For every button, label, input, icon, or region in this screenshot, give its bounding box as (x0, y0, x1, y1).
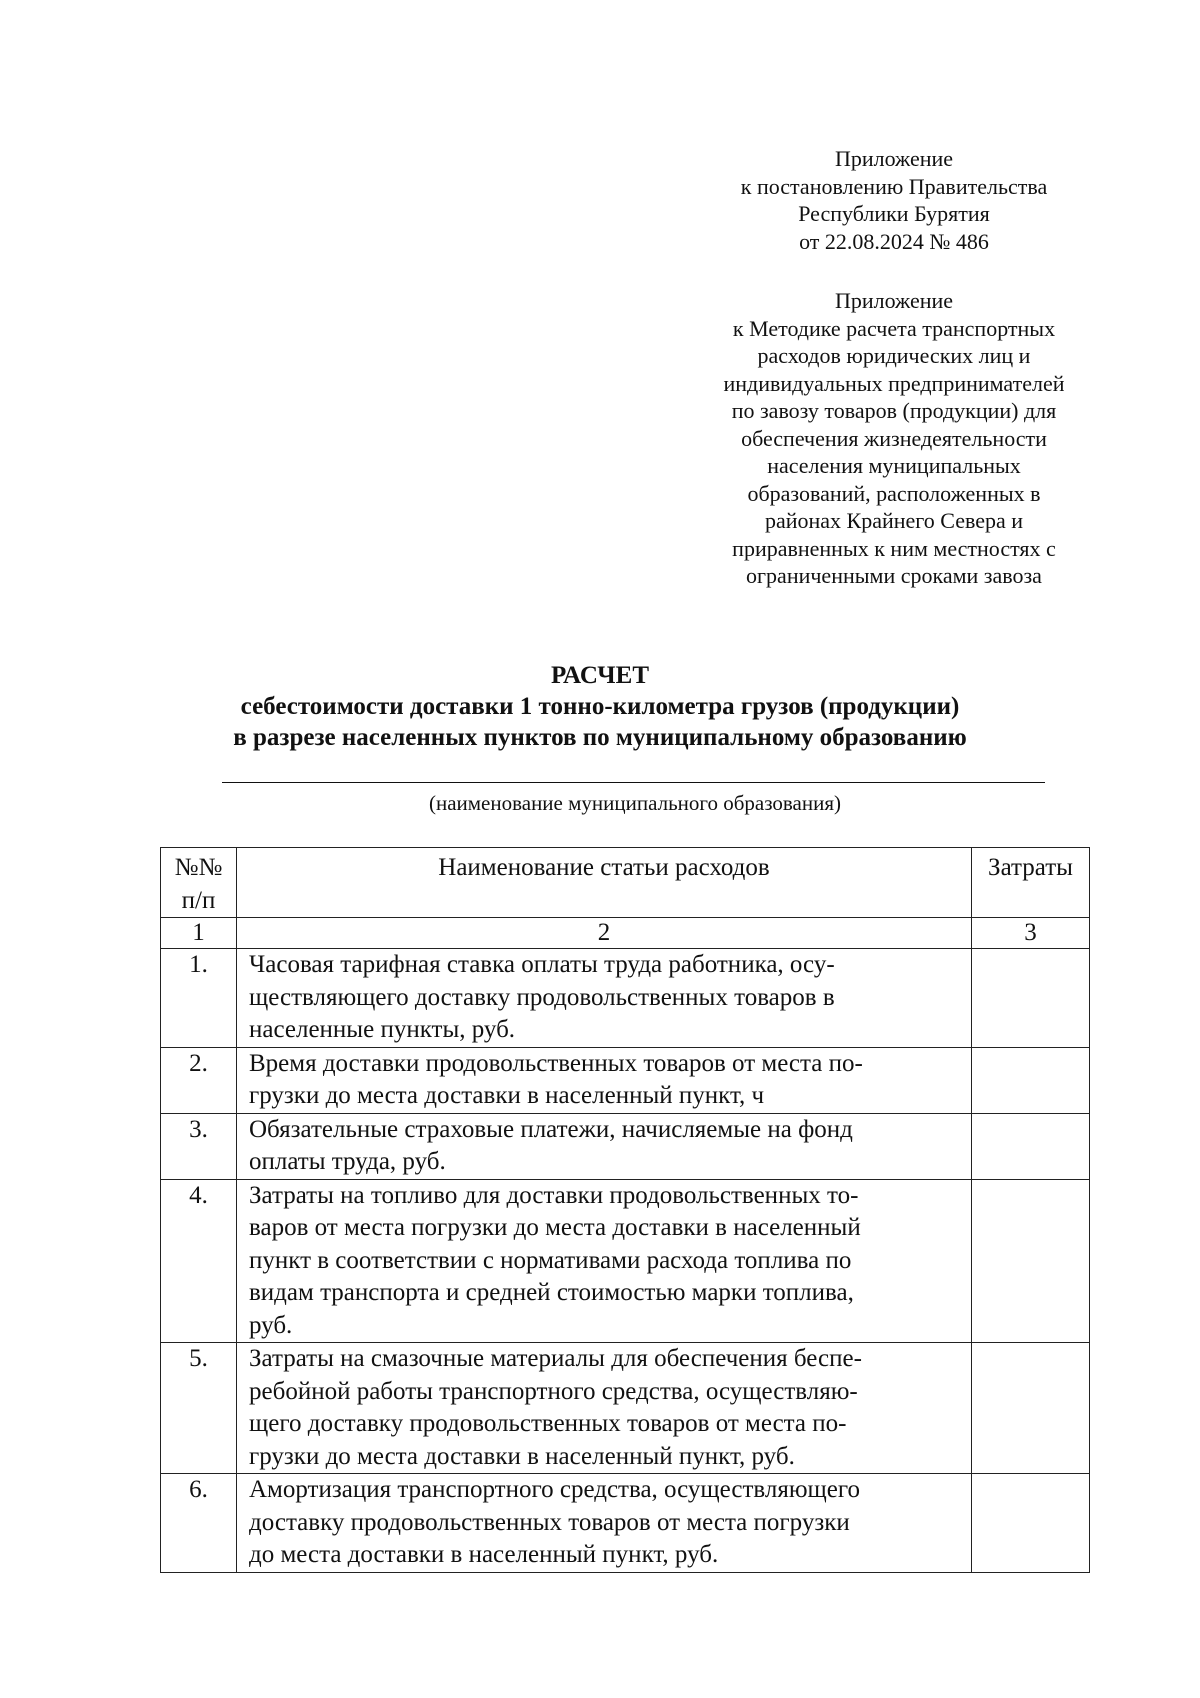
row-text-line: до места доставки в населенный пункт, руб. (249, 1541, 719, 1568)
row-expense-name (237, 1113, 972, 1179)
annex-line: Приложение (834, 288, 954, 313)
annex-line: к постановлению Правительства (740, 173, 1048, 199)
row-text-line: варов от места погрузки до места доставки в населенный (249, 1214, 861, 1241)
row-text-line: Амортизация транспортного средства, осуществляющего (249, 1476, 861, 1503)
row-number: 3. (161, 1113, 237, 1179)
table-row (161, 1047, 1090, 1113)
row-expense-name (237, 1047, 972, 1113)
row-cost-cell (972, 1113, 1090, 1179)
row-text-line: грузки до места доставки в населенный пункт, ч (249, 1082, 765, 1109)
document-title (150, 660, 1050, 753)
row-cost-cell (972, 1343, 1090, 1474)
column-index: 2 (237, 918, 972, 949)
row-text-line: населенные пункты, руб. (249, 1016, 516, 1043)
row-number: 2. (161, 1047, 237, 1113)
row-text-line: Затраты на топливо для доставки продовольственных то- (249, 1181, 859, 1209)
row-text-line: ществляющего доставку продовольственных товаров в (249, 983, 835, 1011)
row-expense-name (237, 1474, 972, 1573)
table-row (161, 1343, 1090, 1474)
annex-line: ограниченными сроками завоза (746, 563, 1042, 588)
header-number-line-2: п/п (181, 886, 216, 914)
row-cost-cell (972, 949, 1090, 1048)
row-text-line: грузки до места доставки в населенный пункт, руб. (249, 1442, 795, 1470)
table-row (161, 1474, 1090, 1573)
row-text-line: Часовая тарифная ставка оплаты труда работника, осу- (249, 951, 835, 978)
row-cost-cell (972, 1047, 1090, 1113)
row-text-line: руб. (249, 1311, 293, 1339)
annex-line: образований, расположенных в (747, 480, 1041, 506)
annex-line: по завозу товаров (продукции) для (731, 398, 1057, 423)
column-index: 3 (972, 918, 1090, 949)
annex-government-resolution (694, 145, 1094, 255)
title-line-2: себестоимости доставки 1 тонно-километра грузов (продукции) (240, 693, 960, 720)
row-cost-cell (972, 1474, 1090, 1573)
row-expense-name (237, 949, 972, 1048)
cost-table (160, 847, 1090, 1573)
annex-line: приравненных к ним местностях с (732, 535, 1056, 561)
annex-line: обеспечения жизнедеятельности (741, 425, 1047, 451)
municipality-blank-caption: (наименование муниципального образования) (428, 791, 842, 815)
header-costs: Затраты (972, 848, 1090, 918)
header-expense-name: Наименование статьи расходов (237, 848, 972, 918)
header-number (161, 848, 237, 918)
row-number: 1. (161, 949, 237, 1048)
row-expense-name (237, 1179, 972, 1343)
table-row (161, 1179, 1090, 1343)
row-text-line: Обязательные страховые платежи, начисляемые на фонд (249, 1115, 853, 1143)
annex-line: расходов юридических лиц и (757, 343, 1031, 368)
row-number: 4. (161, 1179, 237, 1343)
row-cost-cell (972, 1179, 1090, 1343)
annex-line: Приложение (834, 146, 954, 171)
title-line-3: в разрезе населенных пунктов по муниципальному образованию (233, 724, 967, 751)
row-text-line: доставку продовольственных товаров от места погрузки (249, 1508, 850, 1536)
annex-methodology (694, 287, 1094, 590)
column-index: 1 (161, 918, 237, 949)
annex-line: индивидуальных предпринимателей (723, 370, 1065, 396)
row-text-line: видам транспорта и средней стоимостью марки топлива, (249, 1279, 854, 1306)
row-number: 5. (161, 1343, 237, 1474)
row-text-line: Затраты на смазочные материалы для обеспечения беспе- (249, 1345, 862, 1372)
row-text-line: Время доставки продовольственных товаров от места по- (249, 1049, 863, 1077)
annex-line: Республики Бурятия (798, 201, 990, 226)
annex-line: районах Крайнего Севера и (764, 508, 1024, 533)
table-row (161, 1113, 1090, 1179)
row-number: 6. (161, 1474, 237, 1573)
annex-line: от 22.08.2024 № 486 (799, 228, 989, 254)
row-text-line: ребойной работы транспортного средства, осуществляю- (249, 1377, 858, 1405)
table-header-row (161, 848, 1090, 918)
row-text-line: пункт в соответствии с нормативами расхода топлива по (249, 1246, 852, 1274)
row-text-line: щего доставку продовольственных товаров от места по- (249, 1410, 847, 1437)
row-expense-name (237, 1343, 972, 1474)
row-text-line: оплаты труда, руб. (249, 1148, 446, 1175)
title-heading: РАСЧЕТ (550, 662, 649, 689)
municipality-blank-line (222, 782, 1045, 783)
table-row (161, 949, 1090, 1048)
annex-line: населения муниципальных (767, 453, 1021, 478)
header-number-line-1: №№ (174, 854, 223, 881)
column-index-row (161, 918, 1090, 949)
annex-line: к Методике расчета транспортных (732, 315, 1056, 341)
